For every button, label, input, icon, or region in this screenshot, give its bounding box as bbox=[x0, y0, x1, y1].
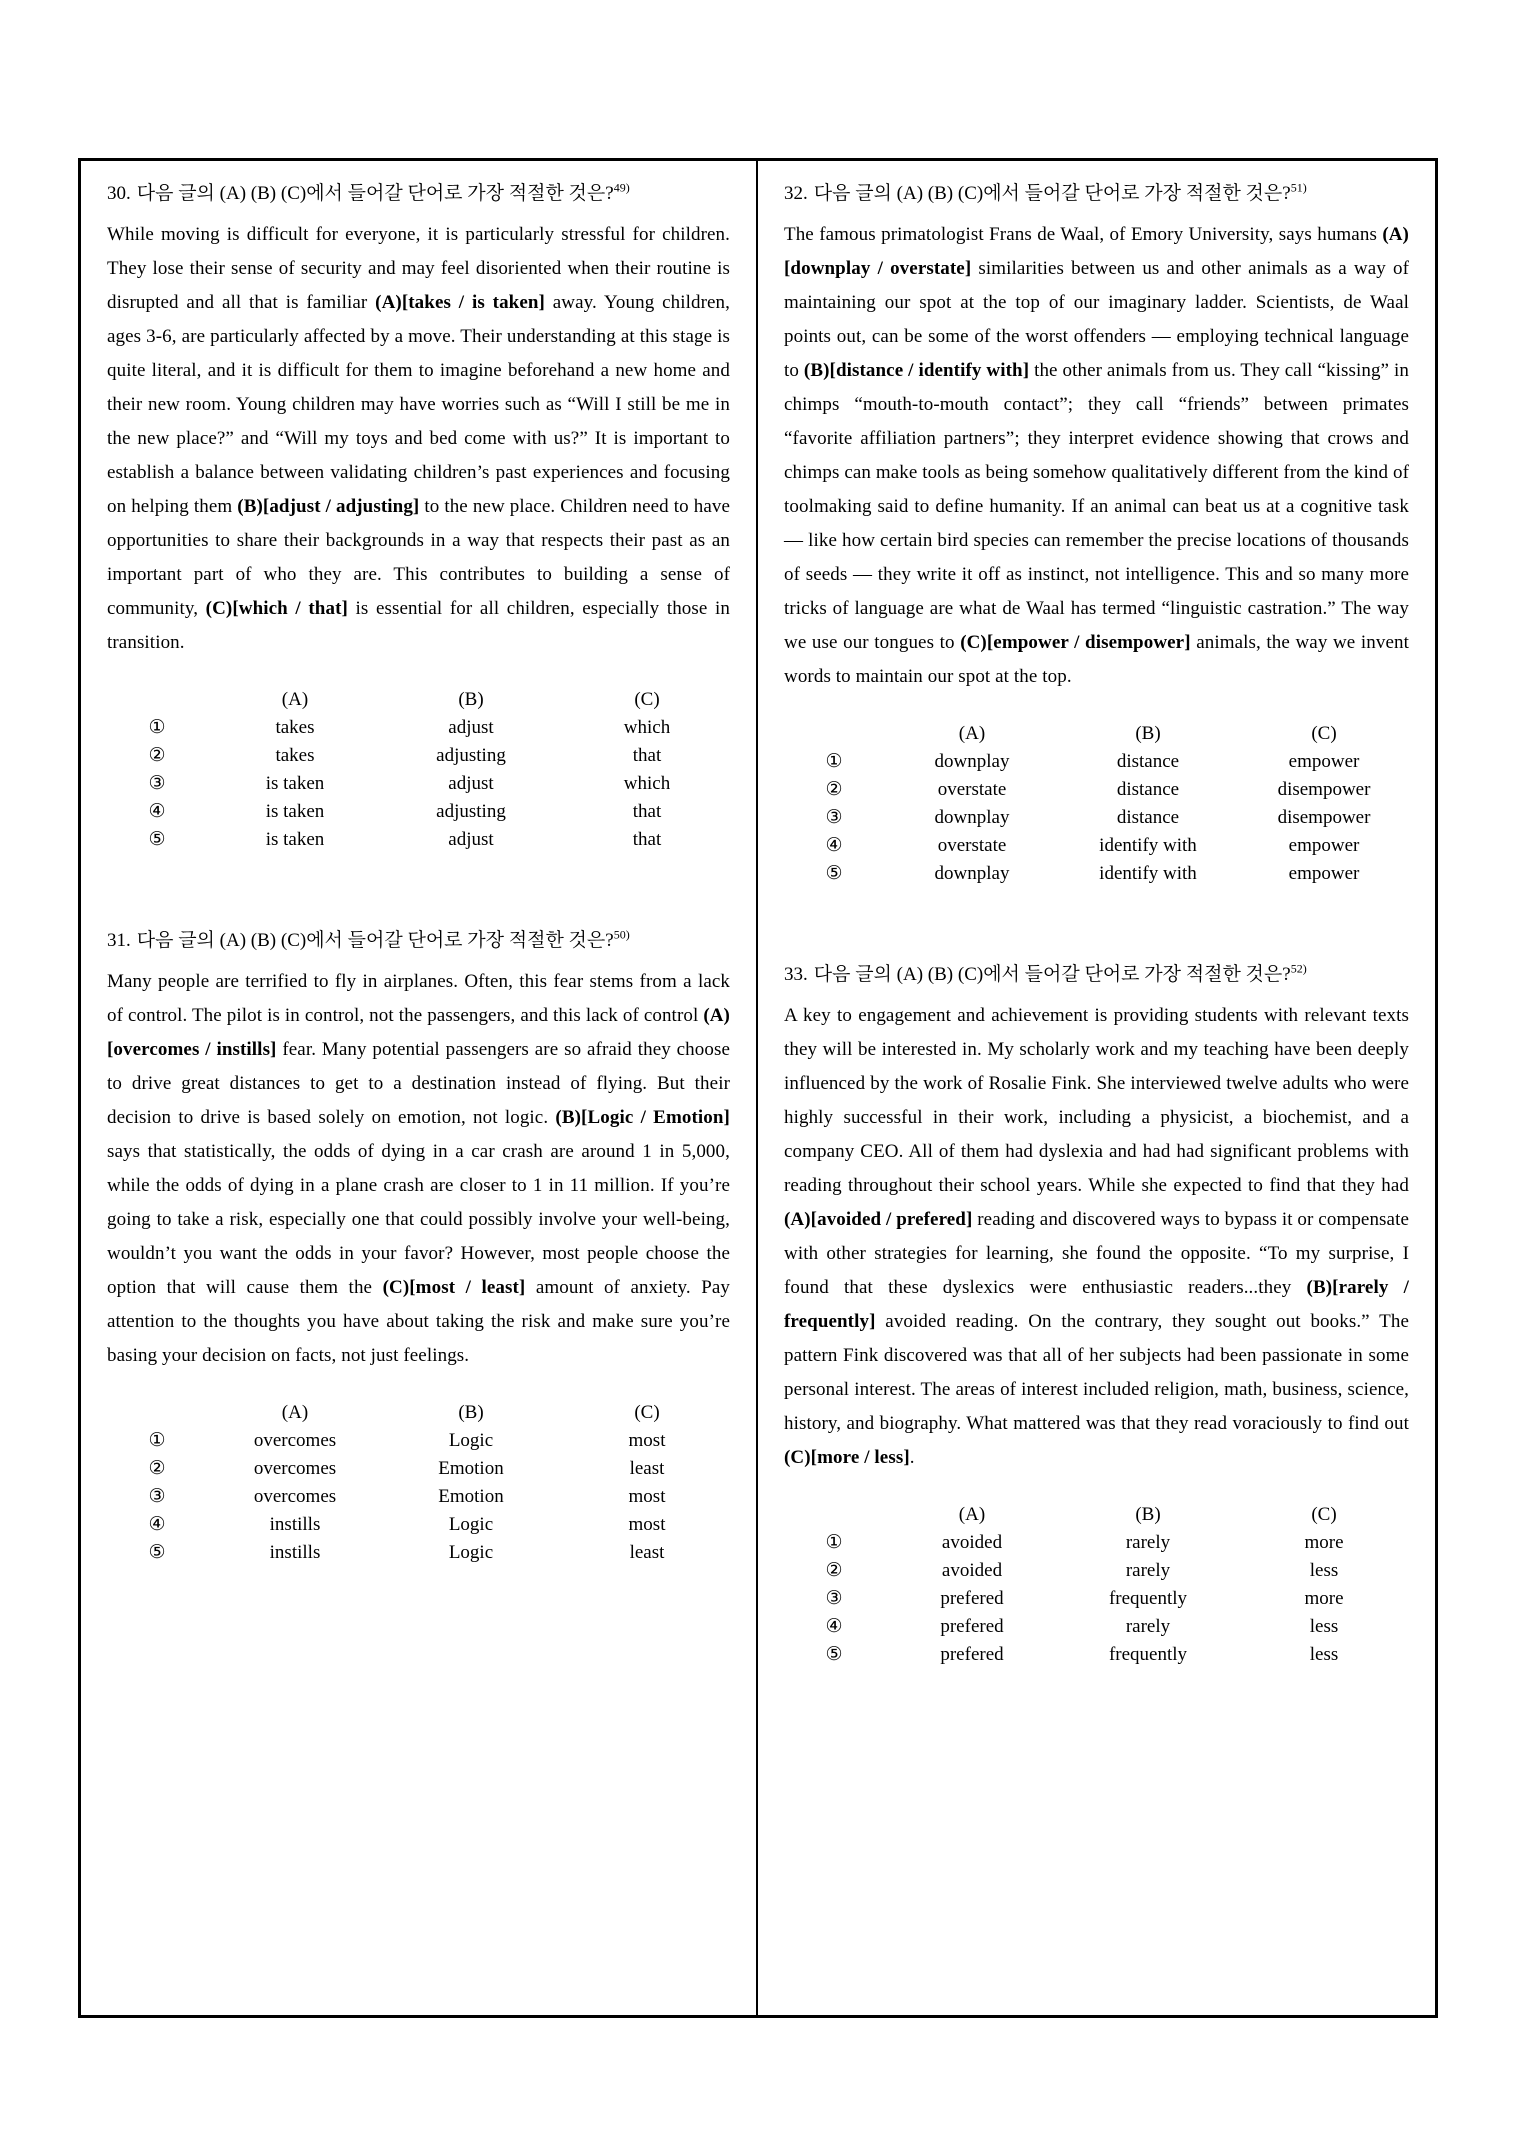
options-column-header: (B) bbox=[1135, 1504, 1161, 1525]
question-number: 32. bbox=[784, 183, 808, 204]
option-a-value: instills bbox=[269, 1514, 321, 1535]
option-a-value: downplay bbox=[934, 807, 1010, 828]
option-b-value: rarely bbox=[1125, 1560, 1171, 1581]
option-number: ④ bbox=[148, 1514, 166, 1535]
option-number: ⑤ bbox=[825, 1644, 843, 1665]
choice-bracket: (B)[adjust / adjusting] bbox=[237, 496, 420, 517]
option-b-value: rarely bbox=[1125, 1532, 1171, 1553]
question-prompt: 다음 글의 (A) (B) (C)에서 들어갈 단어로 가장 적절한 것은? bbox=[813, 964, 1291, 985]
answer-options-table bbox=[107, 1399, 730, 1567]
passage-text: is essential for all children, especially those in transition. bbox=[107, 598, 730, 653]
footnote-ref: 51) bbox=[1290, 180, 1307, 195]
option-b-value: frequently bbox=[1108, 1588, 1188, 1609]
choice-bracket: (C)[most / least] bbox=[382, 1277, 526, 1298]
option-b-value: Logic bbox=[448, 1430, 494, 1451]
option-a-value: takes bbox=[275, 745, 315, 766]
options-column-header: (B) bbox=[458, 1402, 484, 1423]
option-b-value: identify with bbox=[1099, 863, 1197, 884]
option-c-value: most bbox=[628, 1430, 666, 1451]
question-prompt: 다음 글의 (A) (B) (C)에서 들어갈 단어로 가장 적절한 것은? bbox=[136, 930, 614, 951]
option-c-value: most bbox=[628, 1514, 666, 1535]
question-header bbox=[107, 924, 730, 958]
passage-text: animals, the way we invent words to maintain our spot at the top. bbox=[784, 632, 1409, 687]
option-a-value: prefered bbox=[940, 1644, 1004, 1665]
option-c-value: empower bbox=[1288, 835, 1360, 856]
option-a-value: takes bbox=[275, 717, 315, 738]
passage-text: Many people are terrified to fly in airplanes. Often, this fear stems from a lack of control. The pilot is in control, not the passengers, and this lack of control bbox=[107, 971, 730, 1026]
passage-text: says that statistically, the odds of dying in a car crash are around 1 in 5,000, while the odds of dying in a plane crash are closer to 1 in 11 million. If you’re going to take a risk, especially one that could possibly involve your well-being, wouldn’t you want the odds in your favor? However, most people choose the option that will cause them the bbox=[107, 1141, 730, 1298]
passage-text: The famous primatologist Frans de Waal, of Emory University, says humans bbox=[784, 224, 1383, 245]
options-corner bbox=[784, 1501, 884, 1529]
answer-options-table bbox=[784, 1501, 1409, 1669]
choice-bracket: (A)[overcomes / instills] bbox=[107, 1005, 730, 1060]
option-a-value: is taken bbox=[265, 773, 325, 794]
option-a-value: prefered bbox=[940, 1588, 1004, 1609]
option-c-value: disempower bbox=[1277, 779, 1371, 800]
option-number: ① bbox=[825, 751, 843, 772]
option-a-value: overcomes bbox=[253, 1486, 337, 1507]
option-c-value: less bbox=[1309, 1616, 1339, 1637]
option-number: ② bbox=[148, 1458, 166, 1479]
choice-bracket: (B)[rarely / frequently] bbox=[784, 1277, 1409, 1332]
options-column-header: (A) bbox=[281, 689, 309, 710]
question-31-section bbox=[107, 924, 730, 1567]
choice-bracket: (A)[takes / is taken] bbox=[375, 292, 545, 313]
option-number: ③ bbox=[825, 807, 843, 828]
passage-text: to the new place. Children need to have opportunities to share their backgrounds in a way that respects their past as an important part of who they are. This contributes to building a sense of community, bbox=[107, 496, 730, 619]
question-passage bbox=[784, 218, 1409, 694]
choice-bracket: (C)[which / that] bbox=[205, 598, 348, 619]
passage-text: While moving is difficult for everyone, it is particularly stressful for children. They lose their sense of security and may feel disoriented when their routine is disrupted and all that is familiar bbox=[107, 224, 730, 313]
answer-options-table bbox=[107, 686, 730, 854]
option-b-value: Emotion bbox=[438, 1486, 504, 1507]
option-c-value: less bbox=[1309, 1644, 1339, 1665]
passage-text: similarities between us and other animals as a way of maintaining our spot at the top of our imaginary ladder. Scientists, de Waal points out, can be some of the worst offenders ― employing technical language to bbox=[784, 258, 1409, 381]
option-c-value: disempower bbox=[1277, 807, 1371, 828]
option-number: ⑤ bbox=[148, 1542, 166, 1563]
option-a-value: is taken bbox=[265, 801, 325, 822]
options-column-header: (C) bbox=[1311, 723, 1337, 744]
options-column-header: (A) bbox=[281, 1402, 309, 1423]
option-c-value: most bbox=[628, 1486, 666, 1507]
left-column bbox=[81, 161, 758, 2015]
question-passage bbox=[107, 218, 730, 660]
passage-text: A key to engagement and achievement is providing students with relevant texts they will be interested in. My scholarly work and my teaching have been deeply influenced by the work of Rosalie Fink. She interviewed twelve adults who were highly successful in their work, including a physicist, a biochemist, and a company CEO. All of them had dyslexia and had had significant problems with reading throughout their school years. While she expected to find that they had bbox=[784, 1005, 1409, 1196]
choice-bracket: (C)[empower / disempower] bbox=[960, 632, 1191, 653]
option-b-value: Logic bbox=[448, 1542, 494, 1563]
option-a-value: overstate bbox=[937, 835, 1007, 856]
question-number: 30. bbox=[107, 183, 131, 204]
choice-bracket: (B)[Logic / Emotion] bbox=[555, 1107, 730, 1128]
option-number: ② bbox=[825, 1560, 843, 1581]
option-c-value: least bbox=[629, 1458, 665, 1479]
option-b-value: adjusting bbox=[436, 801, 506, 822]
question-32-section bbox=[784, 177, 1409, 888]
option-a-value: overstate bbox=[937, 779, 1007, 800]
options-column-header: (A) bbox=[958, 723, 986, 744]
option-b-value: adjust bbox=[448, 717, 494, 738]
option-c-value: less bbox=[1309, 1560, 1339, 1581]
option-a-value: avoided bbox=[941, 1560, 1003, 1581]
question-prompt: 다음 글의 (A) (B) (C)에서 들어갈 단어로 가장 적절한 것은? bbox=[813, 183, 1291, 204]
option-a-value: downplay bbox=[934, 863, 1010, 884]
question-passage bbox=[784, 999, 1409, 1475]
passage-text: . bbox=[909, 1447, 915, 1468]
option-number: ② bbox=[148, 745, 166, 766]
option-number: ⑤ bbox=[148, 829, 166, 850]
exam-page-border bbox=[78, 158, 1438, 2018]
option-c-value: that bbox=[632, 829, 662, 850]
option-b-value: frequently bbox=[1108, 1644, 1188, 1665]
passage-text: away. Young children, ages 3-6, are particularly affected by a move. Their understanding at this stage is quite literal, and it is difficult for them to imagine beforehand a new home and their new room. Young children may have worries such as “Will I still be me in the new place?” and “Will my toys and bed come with us?” It is important to establish a balance between validating children’s past experiences and focusing on helping them bbox=[107, 292, 730, 517]
question-number: 31. bbox=[107, 930, 131, 951]
option-a-value: downplay bbox=[934, 751, 1010, 772]
question-30-section bbox=[107, 177, 730, 854]
option-b-value: Logic bbox=[448, 1514, 494, 1535]
options-column-header: (C) bbox=[1311, 1504, 1337, 1525]
footnote-ref: 52) bbox=[1290, 961, 1307, 976]
question-33-section bbox=[784, 958, 1409, 1669]
option-a-value: instills bbox=[269, 1542, 321, 1563]
options-corner bbox=[784, 720, 884, 748]
passage-text: avoided reading. On the contrary, they sought out books.” The pattern Fink discovered was that all of her subjects had been passionate in some personal interest. The areas of interest included religion, math, business, science, history, and biography. What mattered was that they read voraciously to find out bbox=[784, 1311, 1409, 1434]
option-b-value: distance bbox=[1116, 751, 1180, 772]
option-a-value: prefered bbox=[940, 1616, 1004, 1637]
option-c-value: which bbox=[623, 717, 671, 738]
option-number: ③ bbox=[148, 1486, 166, 1507]
option-c-value: more bbox=[1304, 1532, 1344, 1553]
choice-bracket: (C)[more / less] bbox=[784, 1447, 910, 1468]
option-number: ③ bbox=[825, 1588, 843, 1609]
passage-text: reading and discovered ways to bypass it or compensate with other strategies for learning, she found the opposite. “To my surprise, I found that these dyslexics were enthusiastic readers...they bbox=[784, 1209, 1409, 1298]
option-a-value: overcomes bbox=[253, 1430, 337, 1451]
option-c-value: that bbox=[632, 745, 662, 766]
passage-text: the other animals from us. They call “kissing” in chimps “mouth-to-mouth contact”; they call “friends” between primates “favorite affiliation partners”; they interpret evidence showing that crows and chimps can make tools as being somehow qualitatively different from the kind of toolmaking said to define humanity. If an animal can beat us at a cognitive task ― like how certain bird species can remember the precise locations of thousands of seeds ― they write it off as instinct, not intelligence. This and so many more tricks of language are what de Waal has termed “linguistic castration.” The way we use our tongues to bbox=[784, 360, 1409, 653]
footnote-ref: 49) bbox=[613, 180, 630, 195]
passage-text: amount of anxiety. Pay attention to the thoughts you have about taking the risk and make sure you’re basing your decision on facts, not just feelings. bbox=[107, 1277, 730, 1366]
option-c-value: which bbox=[623, 773, 671, 794]
option-number: ① bbox=[148, 1430, 166, 1451]
option-c-value: more bbox=[1304, 1588, 1344, 1609]
choice-bracket: (A)[avoided / prefered] bbox=[784, 1209, 973, 1230]
question-header bbox=[784, 958, 1409, 992]
answer-options-table bbox=[784, 720, 1409, 888]
choice-bracket: (A)[downplay / overstate] bbox=[784, 224, 1409, 279]
option-number: ④ bbox=[825, 1616, 843, 1637]
footnote-ref: 50) bbox=[613, 927, 630, 942]
question-prompt: 다음 글의 (A) (B) (C)에서 들어갈 단어로 가장 적절한 것은? bbox=[136, 183, 614, 204]
option-number: ④ bbox=[148, 801, 166, 822]
options-corner bbox=[107, 1399, 207, 1427]
option-number: ④ bbox=[825, 835, 843, 856]
option-a-value: is taken bbox=[265, 829, 325, 850]
option-b-value: identify with bbox=[1099, 835, 1197, 856]
options-corner bbox=[107, 686, 207, 714]
question-header bbox=[784, 177, 1409, 211]
option-b-value: adjust bbox=[448, 829, 494, 850]
option-b-value: distance bbox=[1116, 779, 1180, 800]
option-number: ③ bbox=[148, 773, 166, 794]
option-b-value: rarely bbox=[1125, 1616, 1171, 1637]
option-b-value: distance bbox=[1116, 807, 1180, 828]
question-header bbox=[107, 177, 730, 211]
right-column bbox=[758, 161, 1435, 2015]
options-column-header: (B) bbox=[458, 689, 484, 710]
option-number: ⑤ bbox=[825, 863, 843, 884]
passage-text: fear. Many potential passengers are so afraid they choose to drive great distances to get to a destination instead of flying. But their decision to drive is based solely on emotion, not logic. bbox=[107, 1039, 731, 1128]
option-a-value: avoided bbox=[941, 1532, 1003, 1553]
options-column-header: (C) bbox=[634, 689, 660, 710]
option-c-value: empower bbox=[1288, 751, 1360, 772]
option-c-value: that bbox=[632, 801, 662, 822]
option-b-value: Emotion bbox=[438, 1458, 504, 1479]
question-passage bbox=[107, 965, 730, 1373]
option-c-value: least bbox=[629, 1542, 665, 1563]
options-column-header: (B) bbox=[1135, 723, 1161, 744]
options-column-header: (A) bbox=[958, 1504, 986, 1525]
options-column-header: (C) bbox=[634, 1402, 660, 1423]
option-number: ① bbox=[148, 717, 166, 738]
option-a-value: overcomes bbox=[253, 1458, 337, 1479]
option-number: ① bbox=[825, 1532, 843, 1553]
choice-bracket: (B)[distance / identify with] bbox=[803, 360, 1030, 381]
option-c-value: empower bbox=[1288, 863, 1360, 884]
option-number: ② bbox=[825, 779, 843, 800]
question-number: 33. bbox=[784, 964, 808, 985]
option-b-value: adjusting bbox=[436, 745, 506, 766]
option-b-value: adjust bbox=[448, 773, 494, 794]
